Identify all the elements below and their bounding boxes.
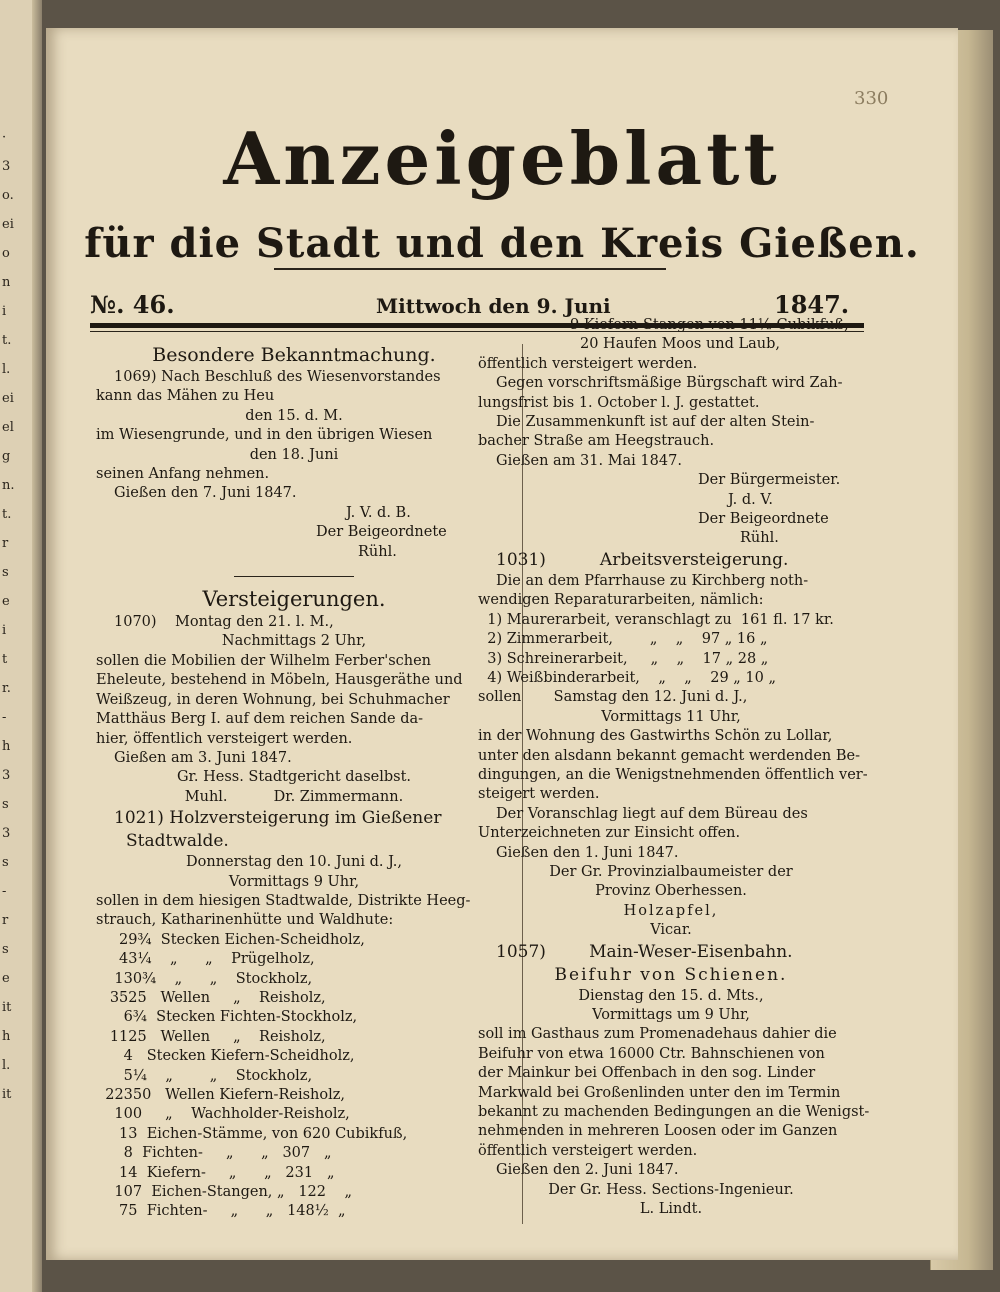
masthead-subtitle: für die Stadt und den Kreis Gießen. (84, 220, 920, 267)
text-line: 9 Kiefern-Stangen von 11½ Cubikfuß, (570, 317, 849, 333)
text-line: Markwald bei Großenlinden unter den im Termin (478, 1084, 841, 1101)
text-line: Der Voranschlag liegt auf dem Büreau des (496, 805, 808, 822)
text-line: Gießen den 7. Juni 1847. (114, 485, 297, 502)
text-line: 20 Haufen Moos und Laub, (580, 336, 781, 353)
text-line: Gießen den 2. Juni 1847. (496, 1162, 679, 1179)
text-line: öffentlich versteigert werden. (478, 1142, 698, 1159)
neighbor-letter: el (2, 420, 14, 435)
left-column (96, 342, 492, 1222)
masthead-title: Anzeigeblatt (223, 116, 781, 201)
text-line: 107 Eichen-Stangen, „ 122 „ (96, 1184, 352, 1201)
neighbor-letter: ei (2, 217, 14, 232)
text-line: öffentlich versteigert werden. (478, 355, 698, 372)
text-line: 4 Stecken Kiefern-Scheidholz, (96, 1048, 355, 1065)
text-line: Gießen am 3. Juni 1847. (114, 749, 292, 766)
text-line: im Wiesengrunde, und in den übrigen Wiesen (96, 427, 433, 444)
text-line: 14 Kiefern- „ „ 231 „ (96, 1164, 335, 1181)
text-line: Weißzeug, in deren Wohnung, bei Schuhmacher (96, 691, 450, 708)
text-line: Vormittags 11 Uhr, (601, 708, 741, 725)
neighbor-letter: g (2, 449, 11, 464)
text-line: wendigen Reparaturarbeiten, nämlich: (478, 592, 764, 609)
text-line: Dienstag den 15. d. Mts., (578, 987, 764, 1004)
neighbor-letter: l. (2, 362, 11, 377)
text-line: 4) Weißbinderarbeit, „ „ 29 „ 10 „ (478, 669, 776, 686)
text-line: Vormittags um 9 Uhr, (592, 1007, 750, 1023)
book-gutter (32, 0, 42, 1292)
neighbor-letter: it (2, 1000, 12, 1015)
neighbor-letter: o (2, 246, 10, 261)
neighbor-letter: r (2, 913, 9, 928)
text-line: Holzapfel, (623, 902, 719, 919)
neighbor-letter: s (2, 565, 9, 580)
text-line: Der Beigeordnete (698, 511, 829, 528)
text-line: Unterzeichneten zur Einsicht offen. (478, 825, 741, 842)
text-line: 1021) Holzversteigerung im Gießener (114, 808, 442, 829)
text-line: Gr. Hess. Stadtgericht daselbst. (176, 769, 412, 786)
text-line: 1) Maurerarbeit, veranschlagt zu 161 fl. 17 kr. (478, 611, 834, 628)
neighbor-letter: 3 (2, 159, 11, 174)
neighbor-letter: e (2, 594, 10, 609)
newspaper-page (46, 28, 958, 1260)
text-line: 1057) Main-Weser-Eisenbahn. (496, 941, 793, 962)
issue-date: Mittwoch den 9. Juni (376, 294, 611, 318)
text-line: 1125 Wellen „ Reisholz, (96, 1028, 326, 1045)
text-line: kann das Mähen zu Heu (96, 388, 275, 405)
neighbor-letter: · (2, 130, 7, 145)
text-line: 130¾ „ „ Stockholz, (96, 970, 313, 987)
section-heading: Besondere Bekanntmachung. (152, 344, 436, 366)
text-line: hier, öffentlich versteigert werden. (96, 730, 353, 747)
neighbor-letter: o. (2, 188, 14, 203)
text-line: Eheleute, bestehend in Möbeln, Hausgeräthe und (96, 672, 463, 689)
text-line: der Mainkur bei Offenbach in den sog. Linder (478, 1065, 816, 1082)
neighbor-letter: s (2, 797, 9, 812)
text-line: Der Beigeordnete (316, 524, 447, 541)
section-heading: Versteigerungen. (202, 587, 386, 612)
text-line: steigert werden. (478, 786, 600, 803)
text-line: 29¾ Stecken Eichen-Scheidholz, (96, 931, 365, 948)
neighbor-letter: t. (2, 507, 12, 522)
neighbor-letter: it (2, 1087, 12, 1102)
text-line: Vormittags 9 Uhr, (228, 873, 360, 890)
text-line: J. d. V. (728, 491, 773, 508)
text-line: nehmenden in mehreren Loosen oder im Ganzen (478, 1123, 838, 1140)
text-line: 1031) Arbeitsversteigerung. (496, 549, 789, 570)
text-line: sollen in dem hiesigen Stadtwalde, Distrikte Heeg- (96, 892, 471, 909)
text-line: Gegen vorschriftsmäßige Bürgschaft wird Zah- (496, 375, 843, 392)
neighbor-page-edge (0, 0, 42, 1292)
neighbor-letter: n (2, 275, 11, 290)
neighbor-letter: h (2, 739, 11, 754)
text-line: 22350 Wellen Kiefern-Reisholz, (96, 1087, 345, 1103)
neighbor-letter: t. (2, 333, 12, 348)
text-line: 3) Schreinerarbeit, „ „ 17 „ 28 „ (478, 650, 769, 667)
neighbor-letter: 3 (2, 826, 11, 841)
text-line: 43¼ „ „ Prügelholz, (96, 951, 315, 968)
section-divider (234, 576, 354, 577)
text-line: sollen Samstag den 12. Juni d. J., (478, 689, 748, 706)
text-line: 1070) Montag den 21. l. M., (114, 614, 334, 631)
text-line: in der Wohnung des Gastwirths Schön zu Lollar, (478, 728, 833, 745)
text-line: sollen die Mobilien der Wilhelm Ferber'schen (96, 652, 432, 669)
neighbor-letter: h (2, 1029, 11, 1044)
text-line: Muhl. Dr. Zimmermann. (184, 788, 404, 805)
text-line: Gießen den 1. Juni 1847. (496, 844, 679, 861)
text-line: Beifuhr von Schienen. (554, 964, 788, 985)
text-line: dingungen, an die Wenigstnehmenden öffentlich ver- (478, 766, 868, 783)
text-line: Der Gr. Provinzialbaumeister der (549, 863, 793, 880)
text-line: 75 Fichten- „ „ 148½ „ (96, 1203, 346, 1220)
neighbor-letter: t (2, 652, 8, 667)
text-line: bekannt zu machenden Bedingungen an die Wenigst- (478, 1104, 870, 1121)
text-line: Stadtwalde. (126, 831, 229, 852)
right-column (478, 316, 870, 1219)
neighbor-letter: 3 (2, 768, 11, 783)
neighbor-letter: l. (2, 1058, 11, 1073)
text-line: den 18. Juni (249, 446, 339, 463)
neighbor-letter: i (2, 623, 7, 638)
text-line: 100 „ Wachholder-Reisholz, (96, 1106, 350, 1123)
text-line: Matthäus Berg I. auf dem reichen Sande da- (96, 711, 424, 728)
text-line: bacher Straße am Heegstrauch. (478, 433, 715, 450)
text-line: soll im Gasthaus zum Promenadehaus dahier die (478, 1026, 837, 1043)
text-line: 1069) Nach Beschluß des Wiesenvorstandes (114, 369, 441, 385)
text-line: Die an dem Pfarrhause zu Kirchberg noth- (496, 572, 809, 589)
neighbor-letter: - (2, 884, 7, 899)
neighbor-letter: e (2, 971, 10, 986)
text-line: J. V. d. B. (346, 504, 411, 521)
text-line: Beifuhr von etwa 16000 Ctr. Bahnschienen von (478, 1045, 825, 1062)
text-line: 13 Eichen-Stämme, von 620 Cubikfuß, (96, 1125, 408, 1142)
text-line: strauch, Katharinenhütte und Waldhute: (96, 912, 394, 929)
text-line: 6¾ Stecken Fichten-Stockholz, (96, 1009, 358, 1026)
text-line: den 15. d. M. (245, 407, 343, 424)
text-line: seinen Anfang nehmen. (96, 466, 270, 483)
text-line: Provinz Oberhessen. (595, 883, 747, 900)
text-line: Rühl. (740, 530, 779, 547)
neighbor-letter: ei (2, 391, 14, 406)
masthead-rule (274, 268, 666, 270)
issue-year: 1847. (774, 290, 850, 319)
issue-number: №. 46. (90, 290, 175, 319)
neighbor-letter: r (2, 536, 9, 551)
text-line: unter den alsdann bekannt gemacht werdenden Be- (478, 747, 861, 764)
text-line: Der Gr. Hess. Sections-Ingenieur. (548, 1181, 794, 1198)
text-line: Die Zusammenkunft ist auf der alten Stein- (496, 414, 815, 431)
text-line: Gießen am 31. Mai 1847. (496, 452, 682, 469)
neighbor-letter: r. (2, 681, 11, 696)
text-line: Vicar. (650, 922, 692, 939)
neighbor-letter: - (2, 710, 7, 725)
neighbor-letter: i (2, 304, 7, 319)
text-line: L. Lindt. (639, 1201, 703, 1218)
text-line: Donnerstag den 10. Juni d. J., (186, 854, 402, 871)
text-line: Rühl. (358, 543, 397, 560)
neighbor-letter: n. (2, 478, 15, 493)
text-line: 8 Fichten- „ „ 307 „ (96, 1145, 332, 1162)
neighbor-letter: s (2, 942, 9, 957)
text-line: 5¼ „ „ Stockholz, (96, 1067, 313, 1084)
text-line: Nachmittags 2 Uhr, (221, 633, 367, 650)
text-line: 2) Zimmerarbeit, „ „ 97 „ 16 „ (478, 631, 768, 648)
page-number: 330 (854, 88, 889, 109)
text-line: Der Bürgermeister. (698, 472, 841, 489)
text-line: lungsfrist bis 1. October l. J. gestattet. (478, 394, 760, 411)
text-line: 3525 Wellen „ Reisholz, (96, 989, 326, 1006)
neighbor-letter: s (2, 855, 9, 870)
